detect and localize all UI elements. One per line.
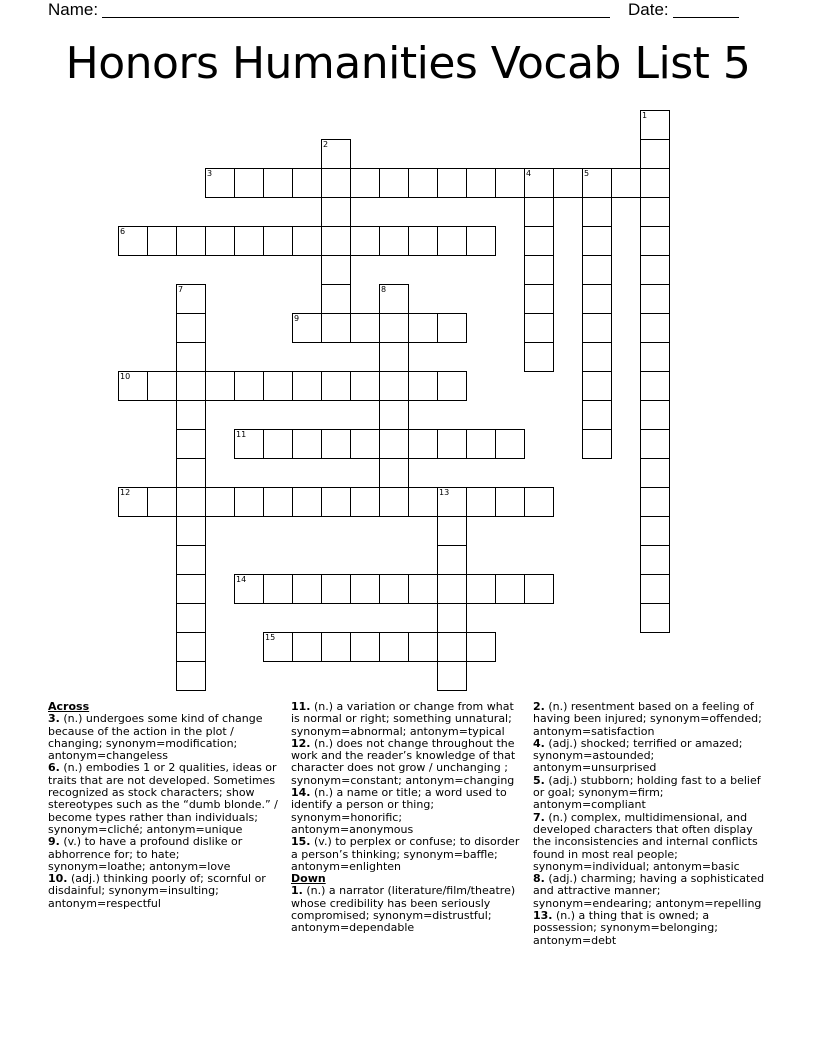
grid-cell[interactable] bbox=[582, 168, 612, 198]
grid-cell[interactable] bbox=[524, 342, 554, 372]
clue-item-text: (n.) resentment based on a feeling of having been injured; synonym=offended; antonym=satisfaction bbox=[533, 700, 762, 738]
grid-cell[interactable] bbox=[321, 168, 351, 198]
grid-cell[interactable] bbox=[640, 342, 670, 372]
grid-cell[interactable] bbox=[292, 574, 322, 604]
grid-cell[interactable] bbox=[408, 429, 438, 459]
grid-cell[interactable] bbox=[640, 255, 670, 285]
clue-number: 8 bbox=[381, 285, 387, 294]
grid-cell[interactable] bbox=[437, 371, 467, 401]
grid-cell[interactable] bbox=[640, 226, 670, 256]
grid-cell[interactable] bbox=[437, 429, 467, 459]
grid-cell[interactable] bbox=[437, 313, 467, 343]
grid-cell[interactable] bbox=[640, 110, 670, 140]
clue-number: 3 bbox=[207, 169, 213, 178]
grid-cell[interactable] bbox=[234, 429, 264, 459]
grid-cell[interactable] bbox=[437, 545, 467, 575]
grid-cell[interactable] bbox=[408, 487, 438, 517]
grid-cell[interactable] bbox=[640, 371, 670, 401]
grid-cell[interactable] bbox=[118, 371, 148, 401]
clue-item-text: (n.) does not change throughout the work and the reader’s knowledge of that character does not grow / unchanging ; synonym=constant; antonym=changing bbox=[291, 736, 516, 787]
down-heading: Down bbox=[291, 872, 326, 886]
grid-cell[interactable] bbox=[234, 168, 264, 198]
grid-cell[interactable] bbox=[205, 487, 235, 517]
clue-number: 9 bbox=[294, 314, 300, 323]
grid-cell[interactable] bbox=[176, 429, 206, 459]
grid-cell[interactable] bbox=[495, 168, 525, 198]
grid-cell[interactable] bbox=[176, 342, 206, 372]
clue-item-text: (n.) a variation or change from what is normal or right; something unnatural; synonym=abnormal; antonym=typical bbox=[291, 700, 514, 738]
page-title: Honors Humanities Vocab List 5 bbox=[65, 38, 751, 89]
clue-item-text: (adj.) stubborn; holding fast to a belief or goal; synonym=firm; antonym=compliant bbox=[533, 773, 761, 812]
grid-cell[interactable] bbox=[408, 574, 438, 604]
grid-cell[interactable] bbox=[321, 255, 351, 285]
grid-cell[interactable] bbox=[176, 371, 206, 401]
clue-item bbox=[533, 775, 765, 812]
grid-cell[interactable] bbox=[640, 313, 670, 343]
grid-cell[interactable] bbox=[640, 516, 670, 546]
grid-cell[interactable] bbox=[176, 226, 206, 256]
grid-cell[interactable] bbox=[524, 284, 554, 314]
clue-item-text: (v.) to have a profound dislike or abhorrence for; to hate; synonym=loathe; antonym=love bbox=[48, 835, 243, 873]
grid-cell[interactable] bbox=[524, 313, 554, 343]
grid-cell[interactable] bbox=[321, 284, 351, 314]
grid-cell[interactable] bbox=[176, 487, 206, 517]
clue-item-text: (adj.) charming; having a sophisticated and attractive manner; synonym=endearing; antonym=repelling bbox=[533, 872, 765, 910]
clue-item bbox=[533, 701, 765, 738]
clue-number: 13 bbox=[439, 488, 450, 497]
grid-cell[interactable] bbox=[321, 226, 351, 256]
clue-item-number: 9. bbox=[48, 835, 60, 849]
grid-cell[interactable] bbox=[437, 661, 467, 691]
grid-cell[interactable] bbox=[640, 197, 670, 227]
clue-item bbox=[533, 812, 765, 873]
clues-column-2 bbox=[291, 701, 523, 935]
clues-column-1 bbox=[48, 701, 280, 910]
clue-number: 10 bbox=[120, 372, 131, 381]
grid-cell[interactable] bbox=[234, 371, 264, 401]
clue-item-text: (n.) embodies 1 or 2 qualities, ideas or traits that are not developed. Sometimes recognized as stock characters; show stereotypes such as the “dumb blonde.” / become types rather than individuals; synonym=cliché; antonym=unique bbox=[48, 761, 278, 836]
clue-item-text: (n.) a narrator (literature/film/theatre) whose credibility has been seriously compromised; synonym=distrustful; antonym=dependable bbox=[291, 884, 516, 935]
grid-cell[interactable] bbox=[176, 284, 206, 314]
grid-cell[interactable] bbox=[582, 342, 612, 372]
clue-number: 14 bbox=[236, 575, 247, 584]
grid-cell[interactable] bbox=[466, 487, 496, 517]
clue-item-text: (n.) undergoes some kind of change because of the action in the plot / changing; synonym=modification; antonym=changeless bbox=[48, 712, 263, 763]
grid-cell[interactable] bbox=[350, 313, 380, 343]
clue-item bbox=[48, 713, 280, 762]
grid-cell[interactable] bbox=[495, 487, 525, 517]
clue-item-number: 12. bbox=[291, 736, 311, 750]
clue-item bbox=[291, 836, 523, 873]
grid-cell[interactable] bbox=[350, 226, 380, 256]
grid-cell[interactable] bbox=[379, 400, 409, 430]
grid-cell[interactable] bbox=[524, 574, 554, 604]
clue-item-text: (adj.) shocked; terrified or amazed; synonym=astounded; antonym=unsurprised bbox=[533, 736, 743, 775]
grid-cell[interactable] bbox=[379, 284, 409, 314]
grid-cell[interactable] bbox=[176, 313, 206, 343]
grid-cell[interactable] bbox=[147, 371, 177, 401]
date-label: Date: bbox=[628, 0, 669, 19]
clue-item bbox=[533, 738, 765, 775]
clue-item-number: 2. bbox=[533, 700, 545, 713]
grid-cell[interactable] bbox=[466, 632, 496, 662]
grid-cell[interactable] bbox=[582, 313, 612, 343]
grid-cell[interactable] bbox=[408, 168, 438, 198]
clue-item bbox=[533, 873, 765, 910]
grid-cell[interactable] bbox=[466, 574, 496, 604]
grid-cell[interactable] bbox=[466, 168, 496, 198]
grid-cell[interactable] bbox=[611, 168, 641, 198]
grid-cell[interactable] bbox=[466, 429, 496, 459]
grid-cell[interactable] bbox=[350, 632, 380, 662]
grid-cell[interactable] bbox=[321, 632, 351, 662]
grid-cell[interactable] bbox=[437, 168, 467, 198]
clue-number: 12 bbox=[120, 488, 131, 497]
grid-cell[interactable] bbox=[321, 487, 351, 517]
grid-cell[interactable] bbox=[437, 226, 467, 256]
grid-cell[interactable] bbox=[321, 197, 351, 227]
grid-cell[interactable] bbox=[321, 574, 351, 604]
grid-cell[interactable] bbox=[321, 429, 351, 459]
grid-cell[interactable] bbox=[495, 574, 525, 604]
grid-cell[interactable] bbox=[524, 226, 554, 256]
clue-number: 11 bbox=[236, 430, 247, 439]
clue-number: 15 bbox=[265, 633, 276, 642]
clue-item-text: (n.) complex, multidimensional, and developed characters that often display the inconsistencies and internal conflicts found in most real people; synonym=individual; antonym=basic bbox=[533, 810, 758, 873]
grid-cell[interactable] bbox=[379, 574, 409, 604]
grid-cell[interactable] bbox=[640, 487, 670, 517]
grid-cell[interactable] bbox=[495, 429, 525, 459]
clue-number: 1 bbox=[642, 111, 648, 120]
grid-cell[interactable] bbox=[263, 487, 293, 517]
grid-cell[interactable] bbox=[640, 400, 670, 430]
grid-cell[interactable] bbox=[640, 603, 670, 633]
grid-cell[interactable] bbox=[640, 284, 670, 314]
grid-cell[interactable] bbox=[176, 603, 206, 633]
grid-cell[interactable] bbox=[466, 226, 496, 256]
grid-cell[interactable] bbox=[437, 632, 467, 662]
grid-cell[interactable] bbox=[379, 458, 409, 488]
clue-number: 5 bbox=[584, 169, 590, 178]
clue-item-number: 1. bbox=[291, 884, 303, 898]
grid-cell[interactable] bbox=[379, 371, 409, 401]
grid-cell[interactable] bbox=[350, 371, 380, 401]
grid-cell[interactable] bbox=[582, 255, 612, 285]
clue-item-number: 4. bbox=[533, 736, 545, 750]
clue-item bbox=[533, 910, 765, 947]
grid-cell[interactable] bbox=[292, 168, 322, 198]
grid-cell[interactable] bbox=[292, 371, 322, 401]
grid-cell[interactable] bbox=[524, 487, 554, 517]
clue-item bbox=[291, 787, 523, 836]
clue-item-text: (n.) a name or title; a word used to identify a person or thing; synonym=honorific; antonym=anonymous bbox=[291, 786, 507, 836]
clue-item bbox=[48, 762, 280, 836]
grid-cell[interactable] bbox=[176, 458, 206, 488]
grid-cell[interactable] bbox=[350, 429, 380, 459]
grid-cell[interactable] bbox=[176, 574, 206, 604]
grid-cell[interactable] bbox=[437, 516, 467, 546]
grid-cell[interactable] bbox=[321, 139, 351, 169]
grid-cell[interactable] bbox=[582, 226, 612, 256]
clue-number: 2 bbox=[323, 140, 329, 149]
grid-cell[interactable] bbox=[350, 168, 380, 198]
grid-cell[interactable] bbox=[582, 429, 612, 459]
grid-cell[interactable] bbox=[408, 226, 438, 256]
grid-cell[interactable] bbox=[147, 226, 177, 256]
grid-cell[interactable] bbox=[379, 487, 409, 517]
grid-cell[interactable] bbox=[205, 226, 235, 256]
clue-item-text: (adj.) thinking poorly of; scornful or disdainful; synonym=insulting; antonym=respectful bbox=[48, 872, 266, 910]
grid-cell[interactable] bbox=[234, 487, 264, 517]
grid-cell[interactable] bbox=[524, 255, 554, 285]
clue-item bbox=[291, 885, 523, 934]
grid-cell[interactable] bbox=[176, 632, 206, 662]
clue-item bbox=[291, 701, 523, 738]
clue-item-number: 8. bbox=[533, 872, 545, 886]
grid-cell[interactable] bbox=[263, 168, 293, 198]
grid-cell[interactable] bbox=[292, 313, 322, 343]
grid-cell[interactable] bbox=[263, 429, 293, 459]
grid-cell[interactable] bbox=[350, 487, 380, 517]
grid-cell[interactable] bbox=[524, 197, 554, 227]
clue-number: 4 bbox=[526, 169, 532, 178]
grid-cell[interactable] bbox=[379, 168, 409, 198]
grid-cell[interactable] bbox=[582, 400, 612, 430]
grid-cell[interactable] bbox=[640, 574, 670, 604]
grid-cell[interactable] bbox=[205, 168, 235, 198]
grid-cell[interactable] bbox=[379, 313, 409, 343]
clue-item-number: 5. bbox=[533, 773, 545, 787]
grid-cell[interactable] bbox=[321, 371, 351, 401]
grid-cell[interactable] bbox=[379, 632, 409, 662]
clue-item-number: 6. bbox=[48, 761, 60, 775]
clue-item-number: 15. bbox=[291, 835, 311, 849]
grid-cell[interactable] bbox=[263, 574, 293, 604]
clue-item bbox=[48, 836, 280, 873]
grid-cell[interactable] bbox=[263, 371, 293, 401]
grid-cell[interactable] bbox=[292, 632, 322, 662]
grid-cell[interactable] bbox=[350, 574, 380, 604]
grid-cell[interactable] bbox=[582, 371, 612, 401]
grid-cell[interactable] bbox=[379, 342, 409, 372]
grid-cell[interactable] bbox=[176, 661, 206, 691]
grid-cell[interactable] bbox=[263, 632, 293, 662]
grid-cell[interactable] bbox=[379, 429, 409, 459]
grid-cell[interactable] bbox=[640, 545, 670, 575]
grid-cell[interactable] bbox=[640, 139, 670, 169]
grid-cell[interactable] bbox=[176, 545, 206, 575]
clue-item bbox=[291, 738, 523, 787]
grid-cell[interactable] bbox=[553, 168, 583, 198]
grid-cell[interactable] bbox=[640, 458, 670, 488]
grid-cell[interactable] bbox=[524, 168, 554, 198]
grid-cell[interactable] bbox=[408, 313, 438, 343]
clues-column-3 bbox=[533, 701, 765, 947]
clue-item-number: 14. bbox=[291, 786, 311, 800]
grid-cell[interactable] bbox=[582, 284, 612, 314]
grid-cell[interactable] bbox=[437, 574, 467, 604]
grid-cell[interactable] bbox=[582, 197, 612, 227]
grid-cell[interactable] bbox=[379, 226, 409, 256]
clue-item-text: (v.) to perplex or confuse; to disorder a person’s thinking; synonym=baffle; antonym=enlighten bbox=[291, 835, 520, 873]
grid-cell[interactable] bbox=[437, 487, 467, 517]
grid-cell[interactable] bbox=[640, 168, 670, 198]
clue-item-number: 3. bbox=[48, 712, 60, 726]
clue-item-number: 7. bbox=[533, 810, 545, 824]
grid-cell[interactable] bbox=[292, 429, 322, 459]
clue-item-number: 11. bbox=[291, 700, 311, 713]
name-label: Name: bbox=[48, 0, 99, 19]
grid-cell[interactable] bbox=[263, 226, 293, 256]
grid-cell[interactable] bbox=[147, 487, 177, 517]
clue-item-number: 10. bbox=[48, 872, 68, 886]
grid-cell[interactable] bbox=[292, 487, 322, 517]
across-heading: Across bbox=[48, 700, 90, 713]
grid-cell[interactable] bbox=[176, 516, 206, 546]
clue-number: 6 bbox=[120, 227, 126, 236]
grid-cell[interactable] bbox=[234, 574, 264, 604]
grid-cell[interactable] bbox=[640, 429, 670, 459]
grid-cell[interactable] bbox=[118, 226, 148, 256]
clue-item-text: (n.) a thing that is owned; a possession; synonym=belonging; antonym=debt bbox=[533, 909, 718, 947]
clue-item bbox=[48, 873, 280, 910]
grid-cell[interactable] bbox=[234, 226, 264, 256]
grid-cell[interactable] bbox=[437, 603, 467, 633]
grid-cell[interactable] bbox=[176, 400, 206, 430]
grid-cell[interactable] bbox=[408, 371, 438, 401]
grid-cell[interactable] bbox=[118, 487, 148, 517]
clue-number: 7 bbox=[178, 285, 184, 294]
clue-item-number: 13. bbox=[533, 909, 553, 923]
grid-cell[interactable] bbox=[292, 226, 322, 256]
grid-cell[interactable] bbox=[408, 632, 438, 662]
grid-cell[interactable] bbox=[321, 313, 351, 343]
grid-cell[interactable] bbox=[205, 371, 235, 401]
